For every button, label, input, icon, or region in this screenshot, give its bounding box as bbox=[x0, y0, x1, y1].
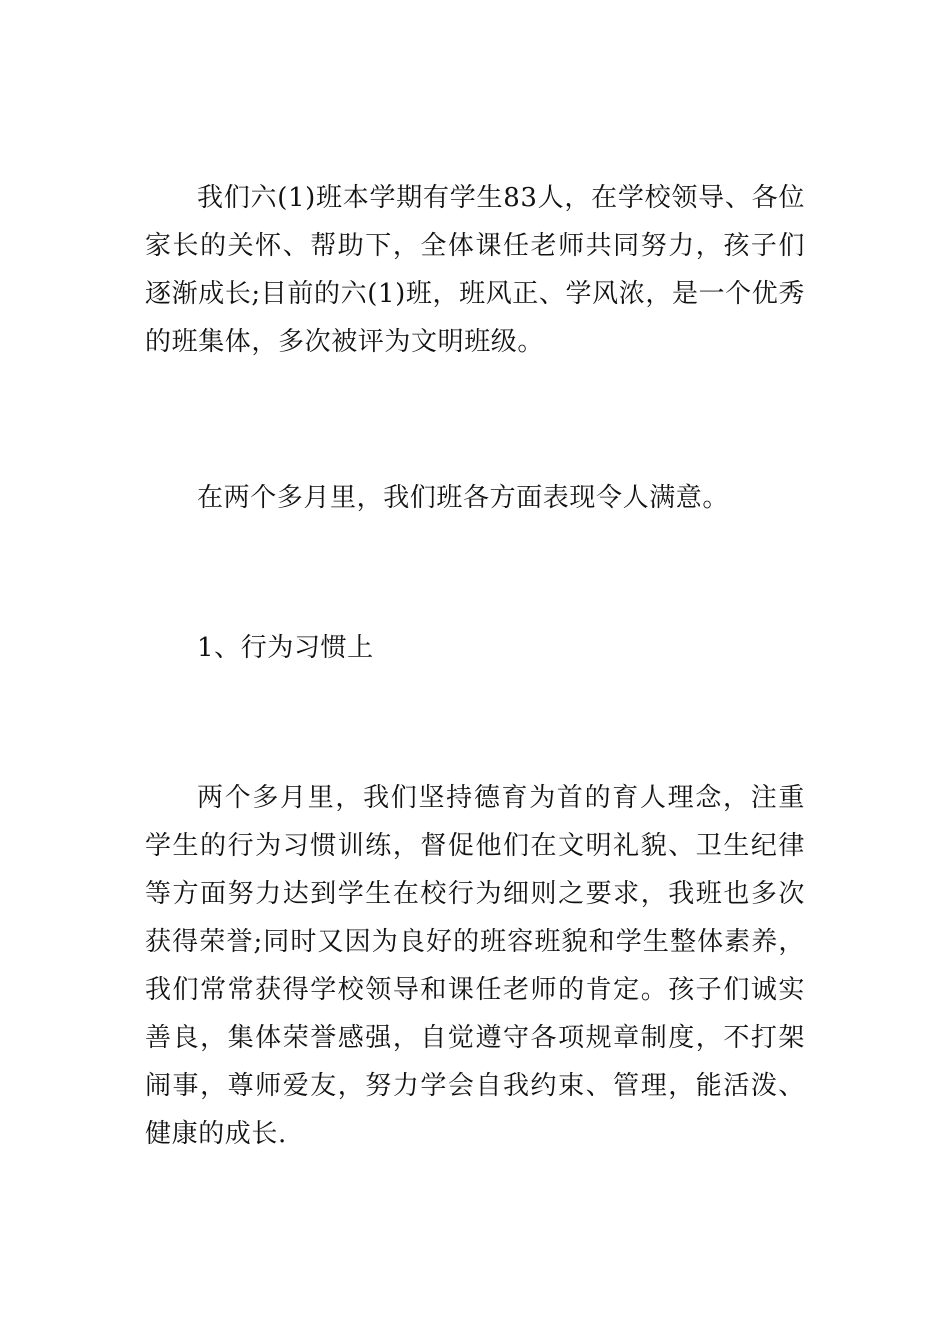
summary-paragraph: 在两个多月里，我们班各方面表现令人满意。 bbox=[197, 483, 730, 513]
section-heading: 1、行为习惯上 bbox=[197, 633, 374, 663]
behavior-paragraph: 两个多月里，我们坚持德育为首的育人理念，注重学生的行为习惯训练，督促他们在文明礼貌、卫生纪律等方面努力达到学生在校行为细则之要求，我班也多次获得荣誉;同时又因为良好的班容班貌和学生整体素养，我们常常获得学校领导和课任老师的肯定。孩子们诚实善良，集体荣誉感强，自觉遵守各项规章制度，不打架闹事，尊师爱友，努力学会自我约束、管理，能活泼、健康的成长. bbox=[145, 783, 805, 1149]
intro-paragraph: 我们六(1)班本学期有学生83人，在学校领导、各位家长的关怀、帮助下，全体课任老师共同努力，孩子们逐渐成长;目前的六(1)班，班风正、学风浓，是一个优秀的班集体，多次被评为文明班级。 bbox=[145, 183, 805, 357]
